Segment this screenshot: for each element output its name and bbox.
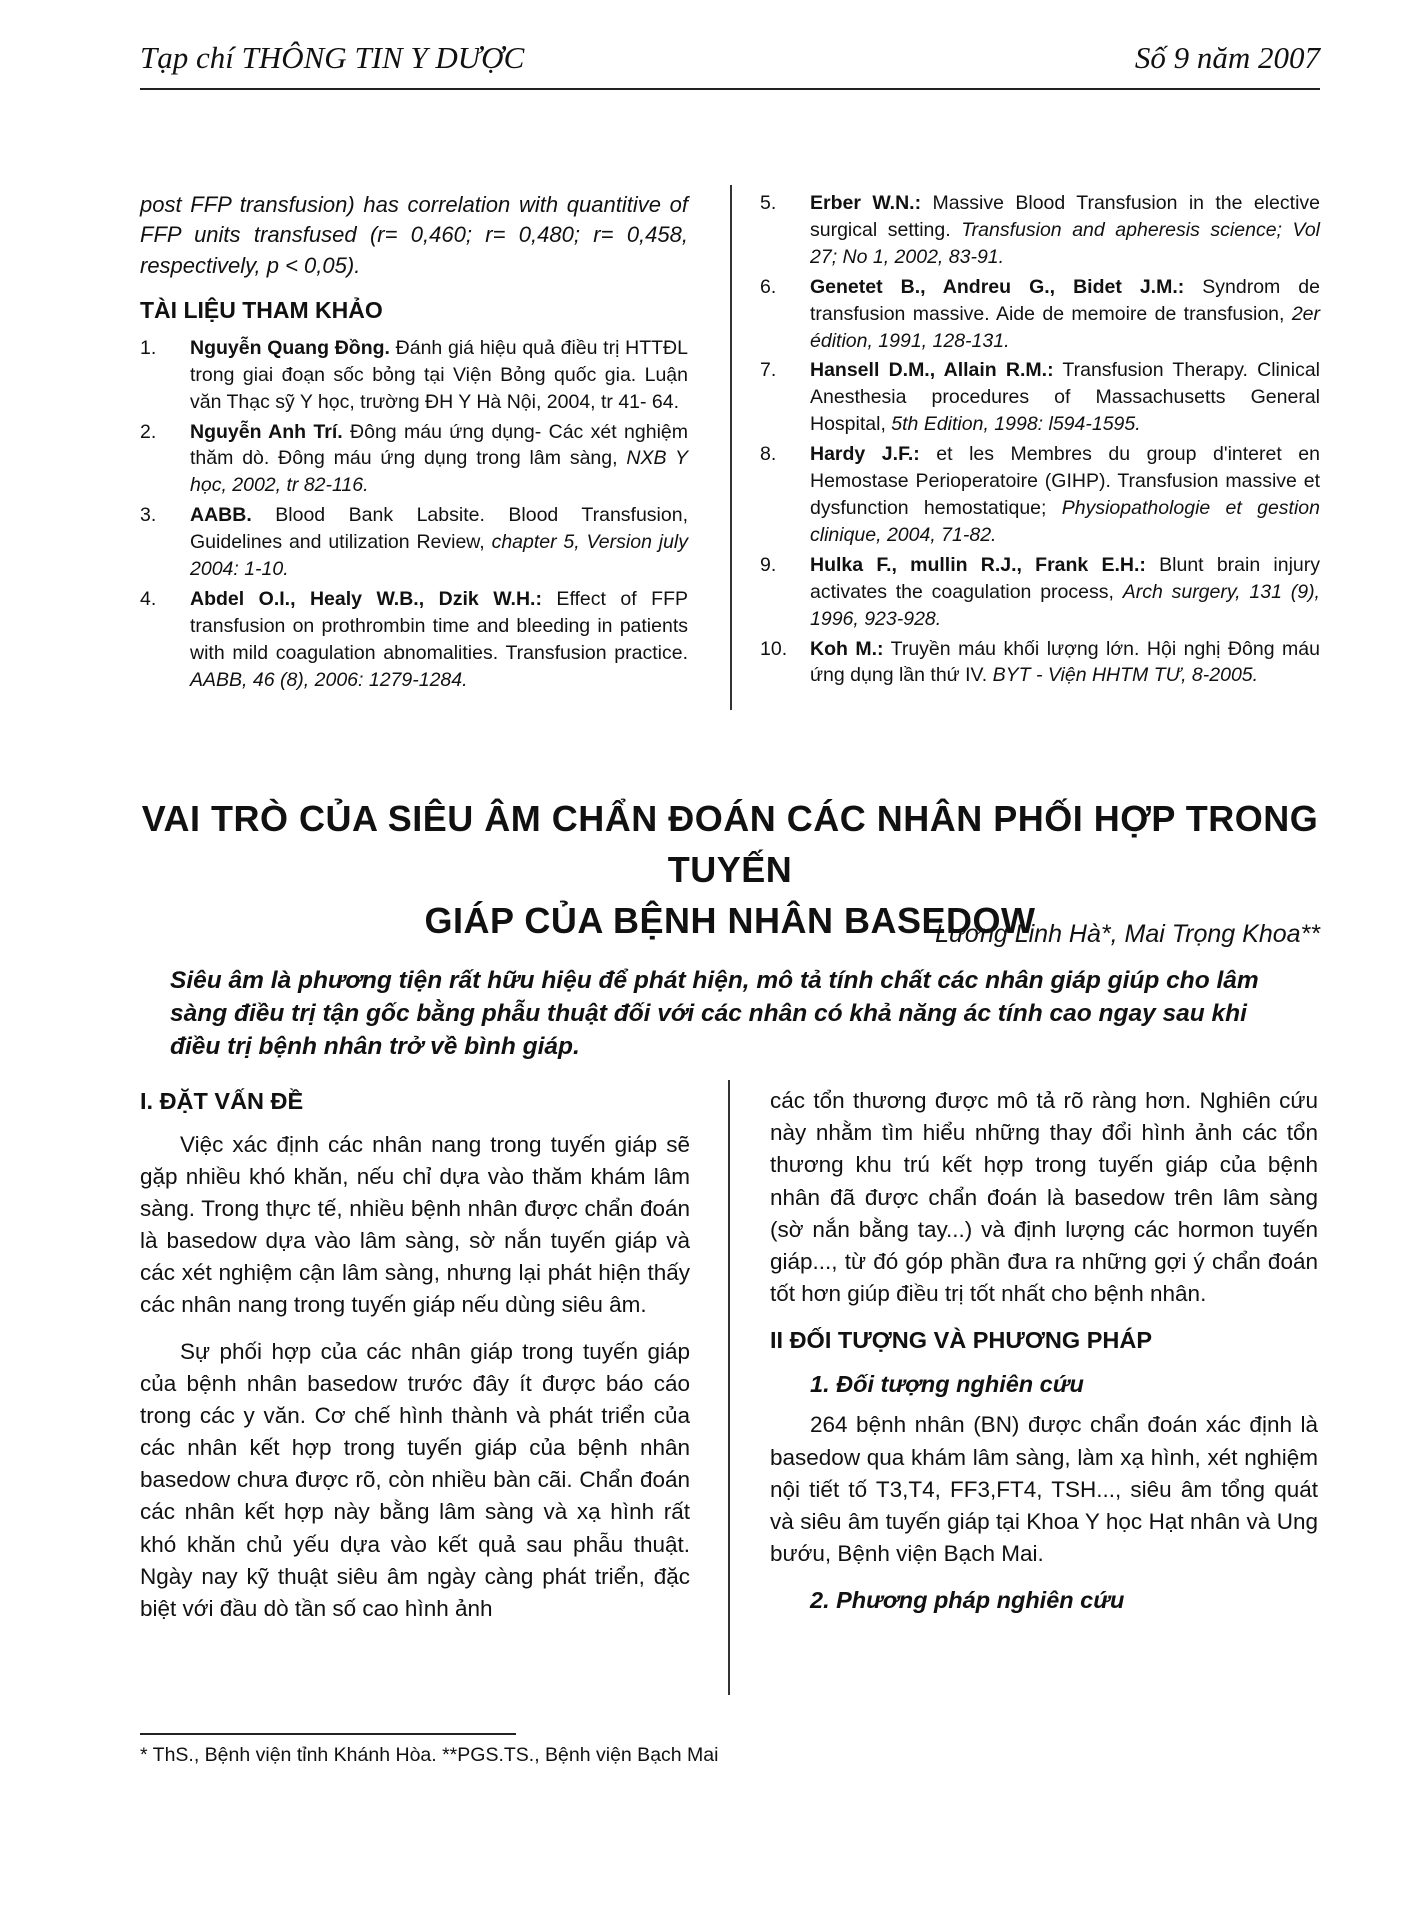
- reference-number: 9.: [760, 553, 777, 576]
- reference-number: 3.: [140, 504, 157, 527]
- reference-body: [810, 552, 1320, 633]
- reference-authors: Hardy J.F.:: [810, 443, 920, 466]
- reference-source: NXB Y học, 2002, tr 82-116.: [190, 447, 688, 497]
- reference-item: [760, 552, 1320, 633]
- reference-item: [760, 190, 1320, 271]
- reference-text: et les Membres du group d'interet en Hemostase Perioperatoire (GIHP). Transfusion massive et dysfunction hemostatique;: [810, 443, 1320, 519]
- reference-source: AABB, 46 (8), 2006: 1279-1284.: [190, 668, 468, 691]
- references-heading: TÀI LIỆU THAM KHẢO: [140, 297, 383, 324]
- section-heading-introduction: I. ĐẶT VẤN ĐỀ: [140, 1088, 304, 1114]
- reference-item: [140, 502, 688, 583]
- column-divider-top: [730, 185, 732, 710]
- reference-source: Transfusion and apheresis science; Vol 27; No 1, 2002, 83-91.: [810, 218, 1320, 268]
- reference-body: [190, 586, 688, 694]
- journal-title: Tạp chí THÔNG TIN Y DƯỢC: [140, 40, 525, 75]
- reference-item: [760, 357, 1320, 438]
- reference-authors: Genetet B., Andreu G., Bidet J.M.:: [810, 275, 1185, 298]
- article-abstract: Siêu âm là phương tiện rất hữu hiệu để phát hiện, mô tả tính chất các nhân giáp giúp cho lâm sàng điều trị tận gốc bằng phẫu thuật đối với các nhân có khả năng ác tính cao ngay sau khi điều trị bệnh nhân trở về bình giáp.: [170, 967, 1259, 1061]
- reference-list-left: [140, 335, 688, 694]
- reference-authors: Hulka F., mullin R.J., Frank E.H.:: [810, 553, 1146, 576]
- reference-item: [760, 636, 1320, 690]
- reference-number: 5.: [760, 192, 777, 214]
- reference-body: [810, 636, 1320, 690]
- reference-text: Transfusion Therapy. Clinical Anesthesia procedures of Massachusetts General Hospital,: [810, 359, 1320, 436]
- reference-number: 6.: [760, 275, 777, 298]
- reference-text: Blunt brain injury activates the coagulation process,: [810, 553, 1320, 603]
- reference-number: 4.: [140, 587, 157, 610]
- reference-body: [810, 441, 1320, 549]
- prev-article-column-left: [140, 190, 688, 697]
- reference-body: [190, 335, 688, 416]
- reference-body: [810, 274, 1320, 355]
- reference-source: 5th Edition, 1998: l594-1595.: [891, 413, 1141, 436]
- article-title-line-2: GIÁP CỦA BỆNH NHÂN BASEDOW: [424, 900, 1036, 942]
- footnote-rule: [140, 1733, 516, 1735]
- reference-item: [140, 419, 688, 500]
- footnote: * ThS., Bệnh viện tỉnh Khánh Hòa. **PGS.TS., Bệnh viện Bạch Mai: [140, 1744, 719, 1766]
- reference-text: Blood Bank Labsite. Blood Transfusion, Guidelines and utilization Review,: [190, 504, 688, 554]
- reference-text: Đông máu ứng dụng- Các xét nghiệm thăm dò. Đông máu ứng dụng trong lâm sàng,: [190, 420, 688, 470]
- article-title-line-1: VAI TRÒ CỦA SIÊU ÂM CHẨN ĐOÁN CÁC NHÂN PHỐI HỢP TRONG TUYẾN: [141, 798, 1319, 891]
- reference-authors: AABB.: [190, 504, 252, 527]
- reference-authors: Koh M.:: [810, 637, 884, 660]
- reference-authors: Nguyễn Anh Trí.: [190, 420, 343, 443]
- paragraph: Sự phối hợp của các nhân giáp trong tuyến giáp của bệnh nhân basedow trước đây ít được báo cáo trong các y văn. Cơ chế hình thành và phát triển của các nhân kết hợp trong tuyến giáp của bệnh nhân basedow chưa được rõ, còn nhiều bàn cãi. Chẩn đoán các nhân kết hợp này bằng lâm sàng và xạ hình rất khó khăn chủ yếu dựa vào kết quả sau phẫu thuật. Ngày nay kỹ thuật siêu âm ngày càng phát triển, đặc biệt với đầu dò tần số cao hình ảnh: [140, 1338, 690, 1621]
- paragraph: Việc xác định các nhân nang trong tuyến giáp sẽ gặp nhiều khó khăn, nếu chỉ dựa vào thăm khám lâm sàng. Trong thực tế, nhiều bệnh nhân được chẩn đoán là basedow dựa vào lâm sàng, sờ nắn tuyến giáp và các xét nghiệm cận lâm sàng, nhưng lại phát hiện thấy các nhân nang trong tuyến giáp nếu dùng siêu âm.: [140, 1131, 690, 1318]
- article-authors: Lương Linh Hà*, Mai Trọng Khoa**: [935, 920, 1320, 948]
- section-heading-methods: II ĐỐI TƯỢNG VÀ PHƯƠNG PHÁP: [770, 1327, 1153, 1354]
- body-column-left: [140, 1085, 690, 1639]
- prev-abstract-end: post FFP transfusion) has correlation with quantitive of FFP units transfused (r= 0,460; r= 0,480; r= 0,458, respectively, p < 0,05).: [140, 192, 688, 278]
- reference-source: Arch surgery, 131 (9), 1996, 923-928.: [810, 580, 1320, 630]
- reference-item: [760, 441, 1320, 549]
- reference-authors: Erber W.N.:: [810, 192, 922, 214]
- reference-text: Massive Blood Transfusion in the elective surgical setting.: [810, 192, 1320, 241]
- paragraph-continued: các tổn thương được mô tả rõ ràng hơn. Nghiên cứu này nhằm tìm hiểu những thay đổi hình ảnh các tổn thương khu trú kết hợp trong tuyến giáp của bệnh nhân đã được chẩn đoán là basedow trên lâm sàng (sờ nắn bằng tay...) và định lượng các hormon tuyến giáp..., từ đó góp phần đưa ra những gợi ý chẩn đoán tốt hơn giúp điều trị tốt nhất cho bệnh nhân.: [770, 1088, 1318, 1307]
- reference-body: [190, 502, 688, 583]
- reference-item: [140, 335, 688, 416]
- reference-source: BYT - Viện HHTM TƯ, 8-2005.: [992, 664, 1259, 687]
- reference-number: 10.: [760, 637, 788, 660]
- prev-article-column-right: [760, 190, 1320, 692]
- reference-authors: Abdel O.I., Healy W.B., Dzik W.H.:: [190, 587, 542, 610]
- reference-number: 7.: [760, 359, 777, 382]
- reference-text: Effect of FFP transfusion on prothrombin time and bleeding in patients with mild coagulation abnomalities. Transfusion practice.: [190, 587, 688, 664]
- reference-source: chapter 5, Version july 2004: 1-10.: [190, 531, 688, 581]
- reference-source: Physiopathologie et gestion clinique, 2004, 71-82.: [810, 496, 1320, 546]
- reference-number: 1.: [140, 336, 157, 359]
- issue-number: Số 9 năm 2007: [1134, 40, 1320, 75]
- reference-source: 2er édition, 1991, 128-131.: [810, 302, 1320, 352]
- reference-item: [760, 274, 1320, 355]
- reference-number: 8.: [760, 443, 777, 466]
- reference-item: [140, 586, 688, 694]
- column-divider-bottom: [728, 1080, 730, 1695]
- subsection-heading-subjects: 1. Đối tượng nghiên cứu: [810, 1370, 1084, 1397]
- reference-list-right: [760, 190, 1320, 689]
- subsection-heading-method: 2. Phương pháp nghiên cứu: [810, 1587, 1125, 1614]
- reference-authors: Hansell D.M., Allain R.M.:: [810, 359, 1054, 382]
- reference-authors: Nguyễn Quang Đồng.: [190, 336, 390, 359]
- body-column-right: [770, 1085, 1318, 1626]
- reference-number: 2.: [140, 420, 157, 443]
- reference-body: [810, 190, 1320, 271]
- reference-text: Truyền máu khối lượng lớn. Hội nghị Đông máu ứng dụng lần thứ IV.: [810, 637, 1320, 687]
- reference-body: [810, 357, 1320, 438]
- reference-text: Đánh giá hiệu quả điều trị HTTĐL trong giai đoạn sốc bỏng tại Viện Bỏng quốc gia. Luận văn Thạc sỹ Y học, trường ĐH Y Hà Nội, 2004, tr 41- 64.: [190, 336, 688, 413]
- running-header: [140, 38, 1320, 90]
- paragraph: 264 bệnh nhân (BN) được chẩn đoán xác định là basedow qua khám lâm sàng, làm xạ hình, xét nghiệm nội tiết tố T3,T4, FF3,FT4, TSH..., siêu âm tổng quát và siêu âm tuyến giáp tại Khoa Y học Hạt nhân và Ung bướu, Bệnh viện Bạch Mai.: [770, 1412, 1318, 1567]
- reference-text: Syndrom de transfusion massive. Aide de memoire de transfusion,: [810, 275, 1320, 325]
- reference-body: [190, 419, 688, 500]
